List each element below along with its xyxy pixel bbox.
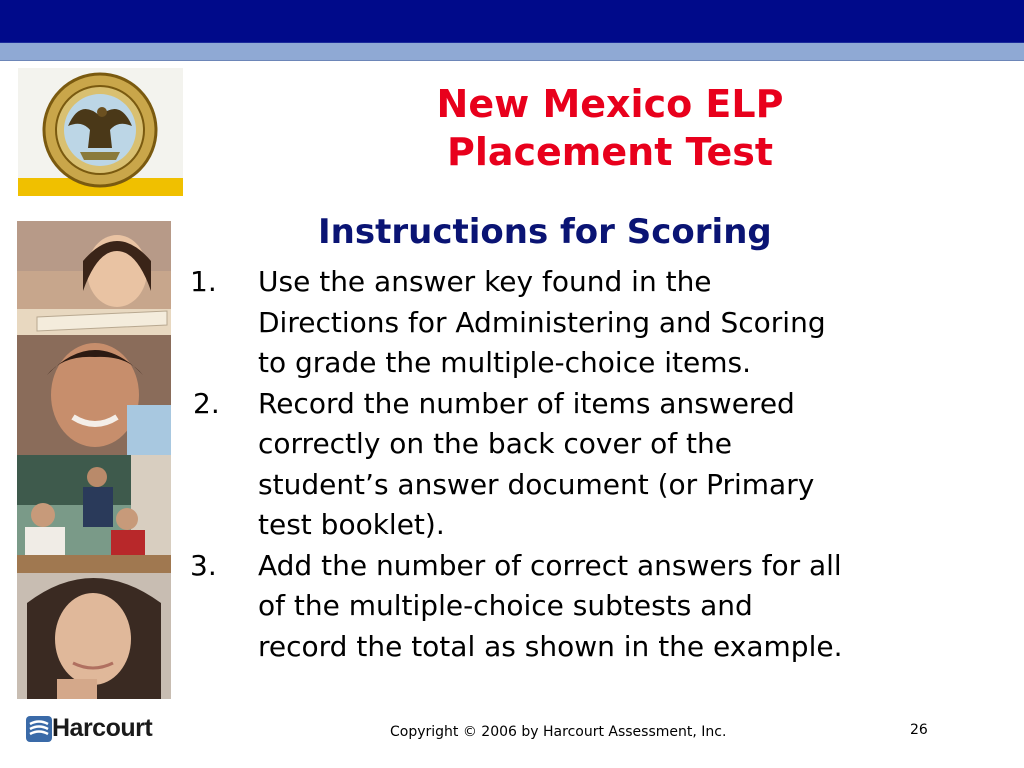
state-seal-icon bbox=[18, 68, 183, 196]
slide-title bbox=[340, 80, 880, 176]
list-item bbox=[190, 262, 990, 384]
harcourt-logo-text: Harcourt bbox=[52, 714, 153, 742]
list-item bbox=[190, 384, 990, 546]
header-stripe bbox=[0, 42, 1024, 61]
page-number: 26 bbox=[910, 722, 928, 738]
list-item-number: 1. bbox=[190, 265, 217, 298]
title-line-2: Placement Test bbox=[446, 130, 774, 174]
list-item-line: of the multiple-choice subtests and bbox=[258, 589, 753, 622]
student-reading-photo bbox=[17, 221, 171, 335]
slide-subtitle: Instructions for Scoring bbox=[318, 212, 772, 252]
copyright-notice: Copyright © 2006 by Harcourt Assessment, Inc. bbox=[390, 724, 727, 740]
list-item-line: Use the answer key found in the bbox=[258, 265, 712, 298]
list-item-line: test booklet). bbox=[258, 508, 445, 541]
list-item-line: correctly on the back cover of the bbox=[258, 427, 732, 460]
list-item-line: Directions for Administering and Scoring bbox=[258, 305, 826, 339]
list-item-number: 3. bbox=[190, 548, 217, 582]
list-item-line: student’s answer document (or Primary bbox=[258, 467, 815, 501]
girl-portrait-photo bbox=[17, 573, 171, 699]
header-bar bbox=[0, 0, 1024, 42]
list-item-line: record the total as shown in the example. bbox=[258, 629, 843, 663]
list-item-line: Add the number of correct answers for all bbox=[258, 548, 842, 582]
list-item-line: to grade the multiple-choice items. bbox=[258, 346, 751, 379]
title-line-1: New Mexico ELP bbox=[436, 82, 784, 126]
classroom-photo bbox=[17, 455, 171, 573]
harcourt-logo-icon bbox=[26, 716, 52, 742]
list-item-number: 2. bbox=[193, 386, 220, 420]
photo-strip bbox=[17, 221, 171, 699]
list-item-line: Record the number of items answered bbox=[258, 386, 795, 420]
smiling-boy-photo bbox=[17, 335, 171, 455]
scoring-instructions-list bbox=[190, 262, 990, 667]
list-item bbox=[190, 546, 990, 668]
